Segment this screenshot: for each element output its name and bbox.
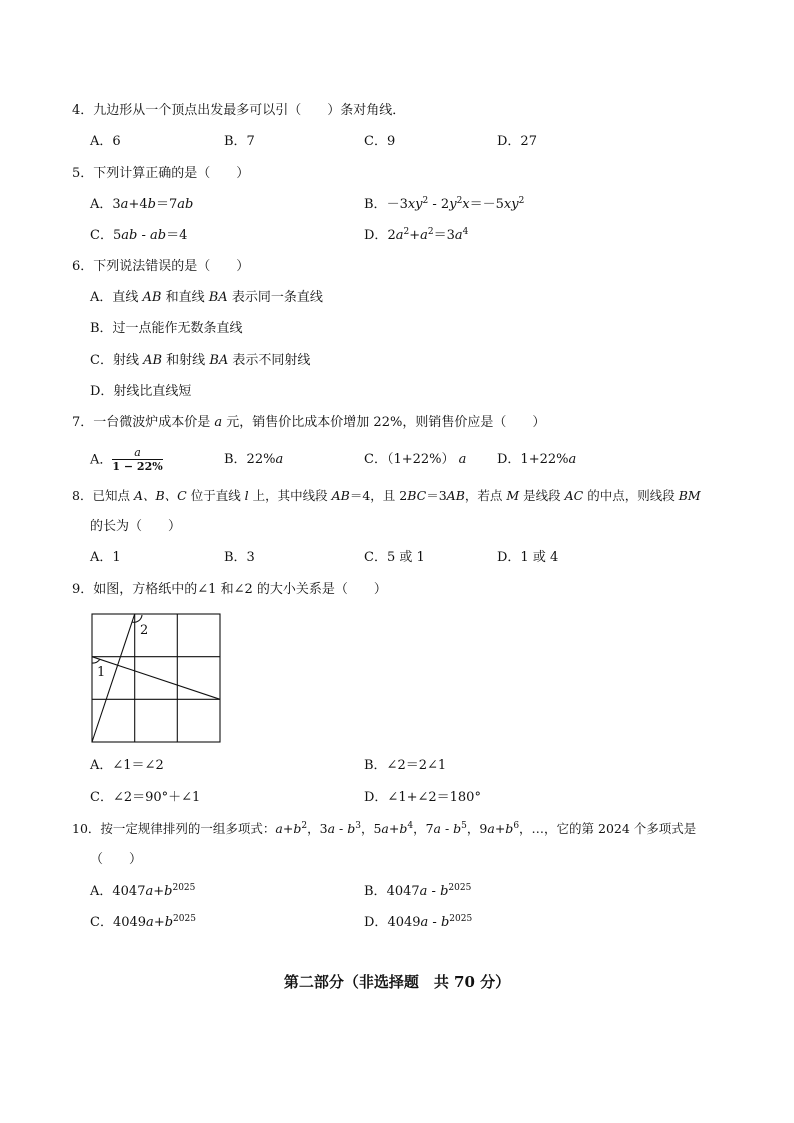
q9-grid-figure [90, 612, 222, 744]
q7-a-numerator: a [134, 446, 141, 459]
q10-stem-line2: （ ） [90, 852, 143, 867]
q5-option-d: D．$2a^2+a^2=3a^4$ [364, 227, 469, 243]
q5-c-label: C． [90, 228, 113, 243]
q5-b-label: B． [364, 197, 387, 212]
q6-option-c [90, 352, 310, 370]
q8-line-l: l [244, 488, 249, 503]
q4-stem: 4．九边形从一个顶点出发最多可以引（ ）条对角线． [72, 103, 406, 118]
q4-option-a: A．6 [90, 134, 121, 149]
q7-stem [72, 414, 545, 432]
q6-c-var2: BA [209, 353, 229, 368]
q8-m: M [506, 488, 520, 503]
q7-option-a [90, 447, 163, 473]
q5-a-label: A． [90, 197, 113, 212]
q10-option-c: C．$4049a+b^{2025}$ [90, 914, 196, 930]
q6-a-text: A．直线 [90, 290, 143, 305]
q7-stem-pre: 7．一台微波炉成本价是 [72, 415, 215, 430]
q5-option-b: B．$-3xy^2 - 2y^2x=-5xy^2$ [364, 196, 525, 212]
q8-stem-line1 [72, 487, 701, 505]
q7-option-c [364, 451, 466, 469]
q9-option-c: C．∠2＝90°＋∠1 [90, 790, 201, 805]
q10-b-label: B． [364, 884, 387, 899]
q8-ab2: AB [446, 488, 465, 503]
q8-t6: ，若点 [464, 488, 507, 503]
q10-c-label: C． [90, 915, 113, 930]
q5-option-a: A．3a+4b＝7ab [90, 197, 194, 212]
q8-t4: ＝4，且 2 [349, 488, 408, 503]
q7-a-label: A． [90, 452, 113, 468]
q10-stem-line1: 10．按一定规律排列的一组多项式：$a+b^2$，$3a - b^3$，$5a+b^4$，$7a - b^5$，$9a+b^6$，…，它的第 2024 个多项式是 [72, 821, 697, 836]
q9-option-a: A．∠1＝∠2 [90, 758, 164, 773]
q6-stem: 6．下列说法错误的是（ ） [72, 259, 250, 274]
q4-option-d: D．27 [497, 134, 537, 149]
q9-grid-lines [92, 614, 220, 742]
q8-stem-line2: 的长为（ ） [90, 519, 182, 534]
q6-a-var1: AB [142, 290, 162, 305]
q8-ac: AC [564, 488, 584, 503]
q9-option-d: D．∠1+∠2＝180° [364, 790, 481, 805]
q6-option-d: D．射线比直线短 [90, 384, 192, 399]
q8-ab: AB [331, 488, 350, 503]
q5-option-c: C．5ab - ab＝4 [90, 228, 188, 243]
q4-option-c: C．9 [364, 134, 396, 149]
q9-segment-shallow [92, 657, 220, 700]
q8-option-a: A．1 [90, 550, 121, 565]
q7-d-var: a [568, 452, 577, 467]
q6-a-post: 表示同一条直线 [227, 290, 323, 305]
q6-c-mid: 和射线 [162, 353, 210, 368]
q7-a-denominator: 1 − 22% [112, 460, 163, 473]
q7-stem-var: a [214, 415, 223, 430]
q9-angle-1-label: 1 [97, 665, 106, 680]
q9-option-b: B．∠2＝2∠1 [364, 758, 447, 773]
q8-points: A、B、C [133, 488, 187, 503]
q7-a-fraction [112, 447, 162, 473]
q8-bm: BM [678, 488, 701, 503]
q10-d-label: D． [364, 915, 388, 930]
q5-stem: 5．下列计算正确的是（ ） [72, 166, 250, 181]
q9-angle-2-label: 2 [140, 623, 149, 638]
section-heading: 第二部分（非选择题 共 70 分） [283, 973, 511, 991]
q8-t8: 的中点，则线段 [583, 488, 679, 503]
q8-t1: 8．已知点 [72, 488, 134, 503]
q7-option-b [224, 451, 283, 469]
q6-option-a [90, 289, 323, 307]
q7-option-d [497, 451, 576, 469]
q7-b-var: a [275, 452, 284, 467]
q8-bc: BC [407, 488, 427, 503]
q6-c-var1: AB [143, 353, 163, 368]
q6-option-b: B．过一点能作无数条直线 [90, 321, 243, 336]
q8-option-b: B．3 [224, 550, 255, 565]
q7-c-text: C．（1+22%） [364, 452, 455, 467]
q8-t7: 是线段 [519, 488, 565, 503]
q8-t5: ＝3 [426, 488, 447, 503]
q5-d-label: D． [364, 228, 388, 243]
q8-option-c: C．5 或 1 [364, 550, 425, 565]
q10-option-a: A．$4047a+b^{2025}$ [90, 883, 196, 899]
q7-b-text: B．22% [224, 452, 276, 467]
q6-a-mid: 和直线 [161, 290, 209, 305]
q6-c-text: C．射线 [90, 353, 144, 368]
q6-c-post: 表示不同射线 [228, 353, 311, 368]
q7-c-var: a [458, 452, 467, 467]
q8-option-d: D．1 或 4 [497, 550, 559, 565]
q7-stem-post: 元，销售价比成本价增加 22%，则销售价应是（ ） [222, 415, 546, 430]
q4-option-b: B．7 [224, 134, 255, 149]
q9-angle-1-arc [92, 659, 100, 663]
q10-option-d: D．$4049a - b^{2025}$ [364, 914, 473, 930]
q10-a-label: A． [90, 884, 113, 899]
q7-d-text: D．1+22% [497, 452, 569, 467]
q10-option-b: B．$4047a - b^{2025}$ [364, 883, 472, 899]
q6-a-var2: BA [208, 290, 228, 305]
q9-stem: 9．如图，方格纸中的∠1 和∠2 的大小关系是（ ） [72, 582, 387, 597]
q8-t2: 位于直线 [186, 488, 245, 503]
q8-t3: 上，其中线段 [248, 488, 332, 503]
